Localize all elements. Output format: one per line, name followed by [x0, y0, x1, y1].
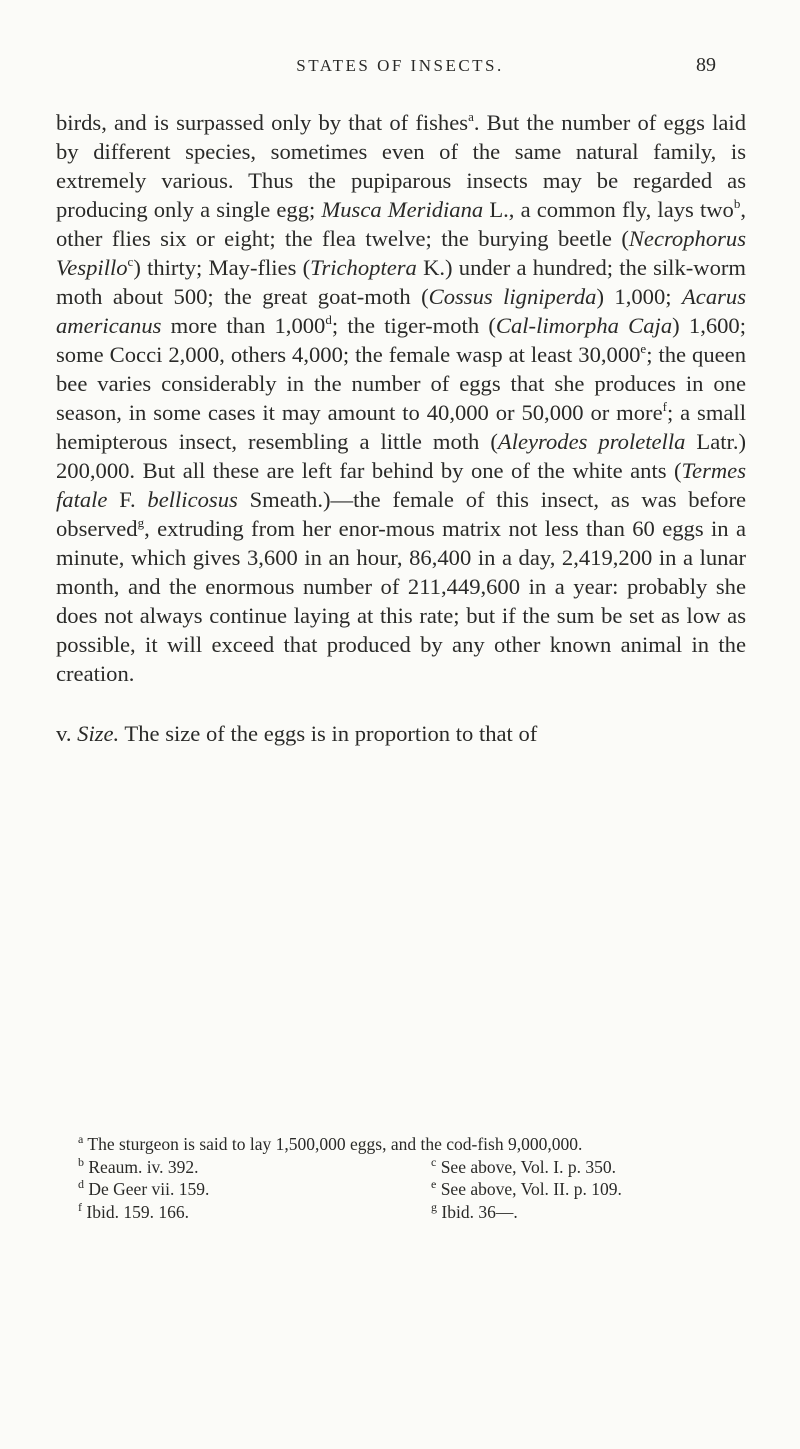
species-name: Musca Meridiana	[321, 197, 484, 222]
paragraph-size	[56, 719, 746, 748]
footnote-e	[401, 1178, 746, 1201]
species-name: Termes fatale	[56, 458, 746, 512]
running-head: STATES OF INSECTS.	[296, 56, 504, 75]
text-run: Smeath.)—the female of this insect, as was before observed	[56, 487, 747, 541]
footnote-ref-b: b	[733, 196, 741, 211]
footnote-c	[401, 1156, 746, 1179]
text-run: , extruding from her enor-mous matrix not less than 60 eggs in a minute, which gives 3,600 in an hour, 86,400 in a day, 2,419,200 in a lunar month, and the enormous number of 211,449,600 in a year: probably she does not always continue laying at this rate; but if the sum be set as low as possible, it will exceed that produced by any other known animal in the creation.	[56, 516, 746, 686]
section-heading: Size.	[77, 721, 120, 746]
text-run: ) 1,600; some Cocci 2,000, others 4,000; the female wasp at least 30,000	[56, 313, 747, 367]
page-header	[0, 56, 800, 86]
footnote-d	[56, 1178, 401, 1201]
text-run: . But the number of eggs laid by different species, sometimes even of the same natural family, is extremely various. Thus the pupiparous insects may be regarded as producing only a single egg;	[56, 110, 746, 222]
text-run: K.) under a hundred; the silk-worm moth about 500; the great goat-moth (	[56, 255, 746, 309]
footnote-g	[401, 1201, 746, 1224]
footnote-mark: f	[78, 1199, 82, 1214]
text-run: ) thirty; May-flies (	[133, 255, 311, 280]
footnote-ref-g: g	[137, 515, 145, 530]
text-run: ; the queen bee varies considerably in the number of eggs that she produces in one season, in some cases it may amount to 40,000 or 50,000 or more	[56, 342, 747, 425]
footnote-text: See above, Vol. II. p. 109.	[436, 1179, 622, 1199]
species-name: Acarus americanus	[56, 284, 746, 338]
species-name: Trichoptera	[310, 255, 417, 280]
footnote-text: Reaum. iv. 392.	[84, 1156, 199, 1177]
footnote-mark: b	[78, 1154, 84, 1169]
text-run: ; a small hemipterous insect, resembling a little moth (	[56, 400, 746, 454]
footnote-mark: e	[431, 1177, 437, 1191]
text-run: Latr.) 200,000. But all these are left far behind by one of the white ants (	[56, 429, 746, 483]
text-run: ; the tiger-moth (	[331, 313, 496, 338]
species-name: bellicosus	[147, 487, 238, 512]
footnote-ref-c: c	[127, 254, 134, 269]
footnote-text: Ibid. 159. 166.	[82, 1201, 189, 1222]
species-name: Necrophorus Vespillo	[56, 226, 746, 280]
footnote-mark: d	[78, 1177, 84, 1191]
page-number: 89	[696, 54, 716, 76]
body-text	[56, 108, 746, 748]
footnote-text: De Geer vii. 159.	[84, 1179, 210, 1199]
text-run: ) 1,000;	[596, 284, 682, 309]
footnotes	[56, 1133, 746, 1223]
text-run: The size of the eggs is in proportion to that of	[119, 721, 538, 746]
species-name: Cossus ligniperda	[428, 284, 597, 309]
species-name: Cal-limorpha Caja	[495, 313, 673, 338]
footnote-ref-f: f	[662, 399, 667, 414]
footnote-a	[56, 1133, 746, 1156]
footnote-row	[56, 1201, 746, 1224]
footnote-row	[56, 1156, 746, 1179]
paragraph-egg-counts	[56, 108, 746, 688]
footnote-f	[56, 1201, 401, 1224]
footnote-row	[56, 1178, 746, 1201]
footnote-ref-e: e	[640, 341, 647, 356]
footnote-b	[56, 1156, 401, 1179]
section-numeral: v.	[56, 721, 78, 746]
species-name: Aleyrodes proletella	[497, 429, 686, 454]
footnote-ref-a: a	[468, 109, 474, 124]
footnote-mark: g	[431, 1199, 437, 1214]
footnote-text: The sturgeon is said to lay 1,500,000 eggs, and the cod-fish 9,000,000.	[83, 1134, 583, 1154]
footnote-mark: a	[78, 1132, 84, 1146]
text-run: more than 1,000	[161, 313, 326, 338]
footnote-text: Ibid. 36—.	[437, 1201, 518, 1222]
text-run: birds, and is surpassed only by that of fishes	[56, 110, 469, 135]
text-run: , other flies six or eight; the flea twelve; the burying beetle (	[56, 197, 746, 251]
footnote-ref-d: d	[325, 312, 332, 327]
text-run: F.	[107, 487, 148, 512]
footnote-mark: c	[431, 1154, 437, 1169]
text-run: L., a common fly, lays two	[483, 197, 734, 222]
footnote-text: See above, Vol. I. p. 350.	[436, 1156, 617, 1177]
